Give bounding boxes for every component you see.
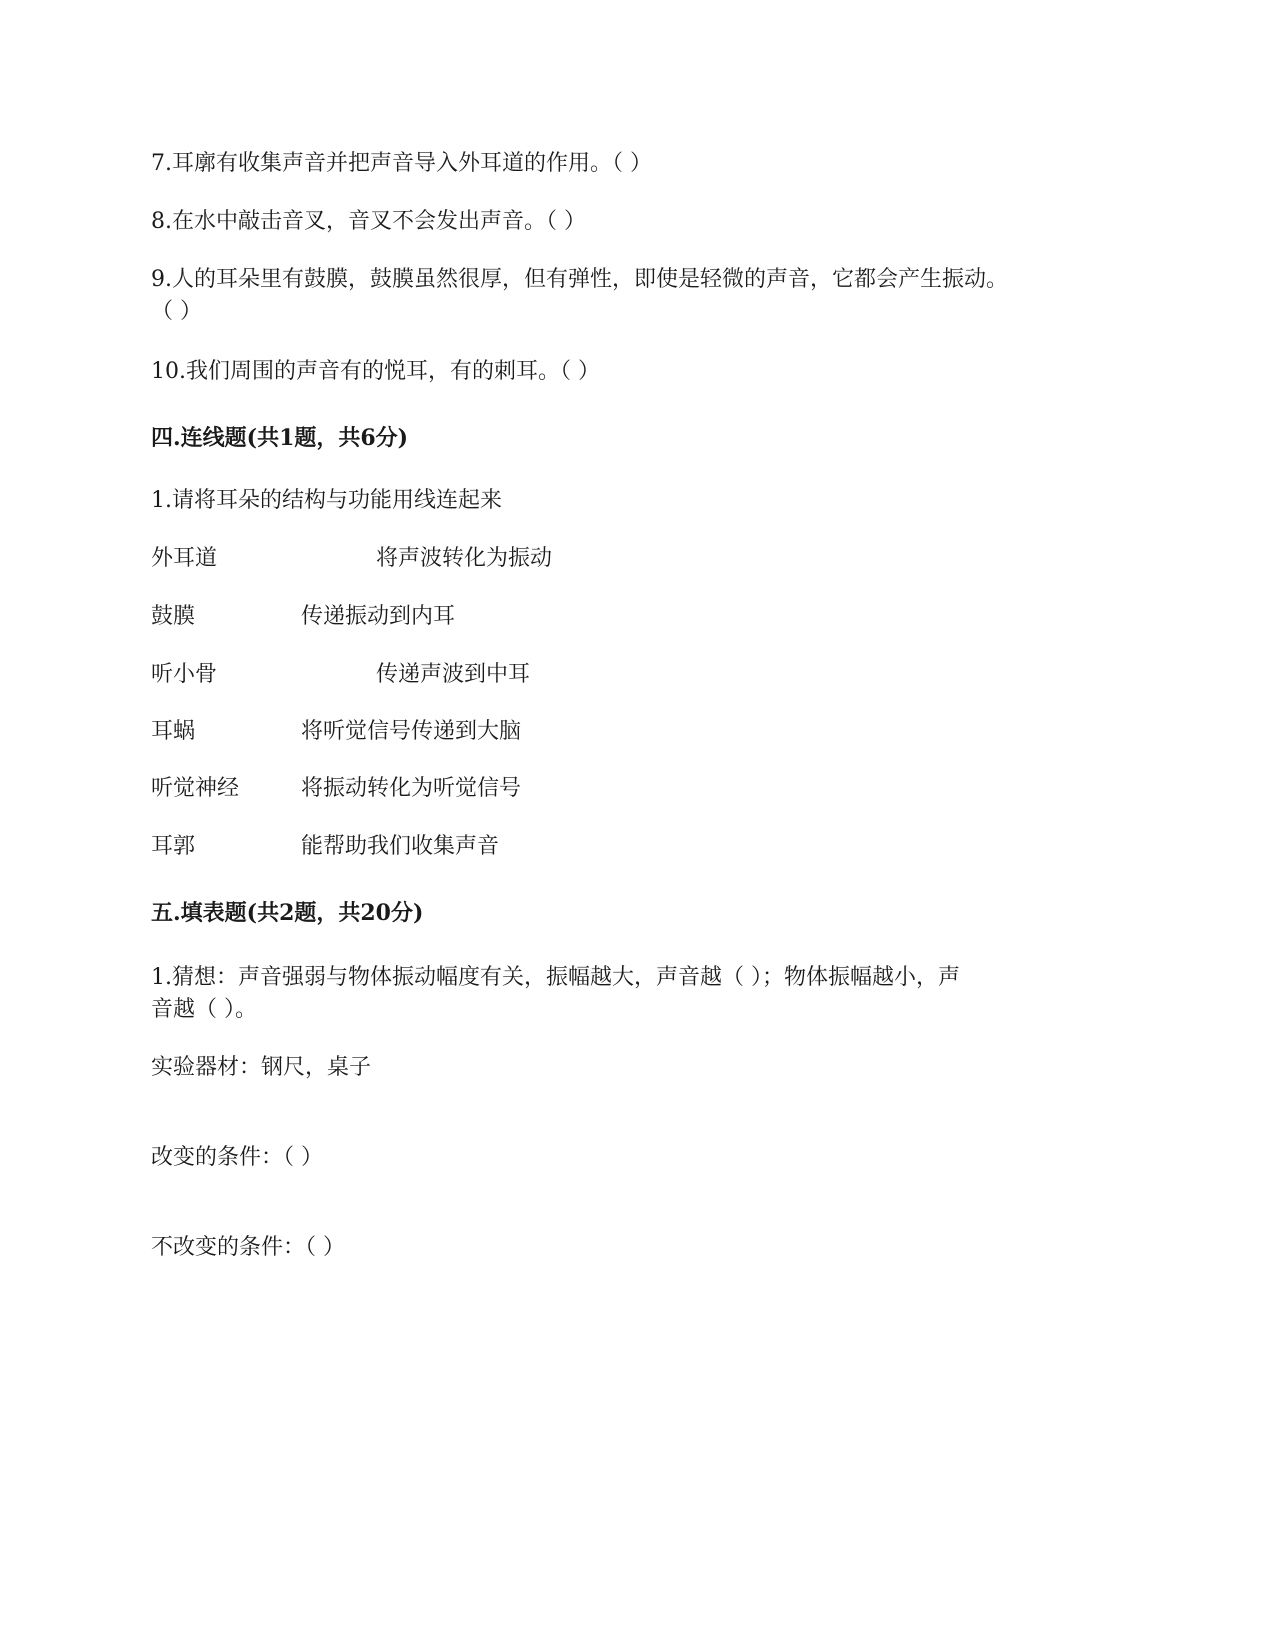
matching-left-item: 听小骨 [151, 662, 218, 687]
matching-right-item: 将听觉信号传递到大脑 [301, 719, 522, 744]
fill-question-1-line-2: 音越（ ）。 [151, 997, 257, 1022]
matching-right-item: 传递声波到中耳 [376, 662, 531, 687]
question-7: 7.耳廓有收集声音并把声音导入外耳道的作用。（ ） [151, 151, 652, 176]
matching-left-item: 听觉神经 [151, 776, 240, 801]
matching-left-item: 外耳道 [151, 546, 218, 571]
experiment-materials: 实验器材：钢尺，桌子 [151, 1055, 372, 1080]
fill-question-1-line-1: 1.猜想：声音强弱与物体振动幅度有关，振幅越大，声音越（ ）；物体振幅越小，声 [151, 965, 960, 990]
matching-question: 1.请将耳朵的结构与功能用线连起来 [151, 488, 502, 513]
matching-right-item: 传递振动到内耳 [301, 604, 456, 629]
matching-right-item: 能帮助我们收集声音 [301, 834, 500, 859]
question-9: 9.人的耳朵里有鼓膜，鼓膜虽然很厚，但有弹性，即使是轻微的声音，它都会产生振动。 [151, 267, 1008, 292]
question-9-answer-blank: （ ） [151, 299, 202, 324]
unchanged-condition: 不改变的条件：（ ） [151, 1235, 345, 1260]
matching-right-item: 将振动转化为听觉信号 [301, 776, 522, 801]
matching-left-item: 耳郭 [151, 834, 196, 859]
section-heading-fill-table: 五.填表题(共2题，共20分) [151, 900, 424, 926]
matching-left-item: 耳蜗 [151, 719, 196, 744]
section-heading-matching: 四.连线题(共1题，共6分) [151, 425, 409, 451]
question-8: 8.在水中敲击音叉，音叉不会发出声音。（ ） [151, 209, 586, 234]
matching-left-item: 鼓膜 [151, 604, 196, 629]
question-10: 10.我们周围的声音有的悦耳，有的刺耳。（ ） [151, 359, 600, 384]
matching-right-item: 将声波转化为振动 [376, 546, 553, 571]
changed-condition: 改变的条件：（ ） [151, 1145, 323, 1170]
